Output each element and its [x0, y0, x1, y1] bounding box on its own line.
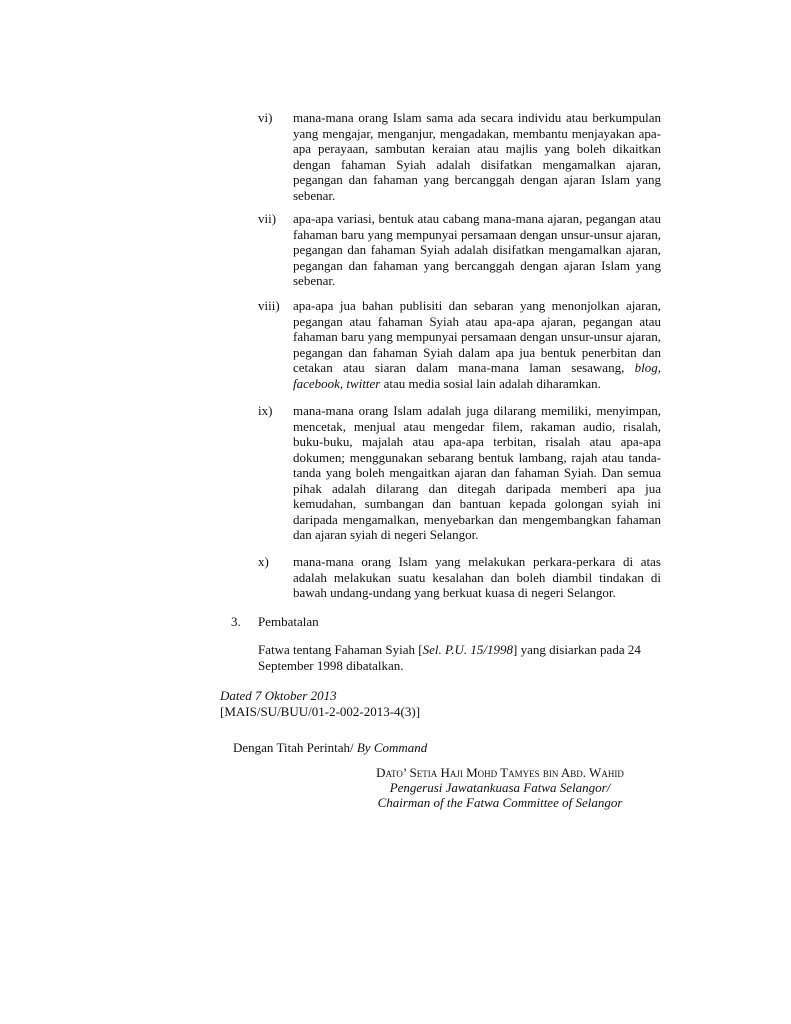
section-text-pre: Fatwa tentang Fahaman Syiah [ [258, 642, 423, 657]
item-number: vii) [258, 211, 277, 226]
item-text-tail: atau media sosial lain adalah diharamkan. [383, 375, 601, 391]
item-number: x) [258, 554, 269, 569]
item-number: vi) [258, 110, 273, 125]
command-malay: Dengan Titah Perintah/ [233, 740, 357, 755]
item-text-main: apa-apa jua bahan publisiti dan sebaran yang menonjolkan ajaran, pegangan atau fahaman Syiah atau apa-apa ajaran, pegangan atau fahaman baru yang mempunyai persamaan dengan unsur-unsur ajaran, pegangan dan fahaman Syiah dalam apa jua bentuk penerbitan dan cetakan atau siaran dalam mana-mana laman sesawang, [293, 298, 661, 375]
section-text [258, 642, 662, 673]
section-number: 3. [231, 614, 241, 629]
signatory-title-english [370, 795, 630, 811]
section-text-italic: Sel. P.U. 15/1998 [422, 642, 514, 657]
item-text [293, 298, 661, 391]
signatory-title-english-text: Chairman of the Fatwa Committee of Selangor [377, 795, 623, 810]
reference-number: [MAIS/SU/BUU/01-2-002-2013-4(3)] [220, 704, 421, 719]
signatory-title-malay-text: Pengerusi Jawatankuasa Fatwa Selangor/ [389, 780, 611, 795]
item-text-italic: blog, facebook, twitter [293, 360, 661, 391]
item-text: apa-apa variasi, bentuk atau cabang mana-mana ajaran, pegangan atau fahaman baru yang mempunyai persamaan dengan unsur-unsur ajaran, pegangan dan fahaman Syiah adalah disifatkan mengamalkan ajaran, pegangan dan fahaman yang bercanggah dengan ajaran Islam yang sebenar. [293, 211, 661, 288]
command-english: By Command [356, 740, 428, 755]
item-number: ix) [258, 403, 273, 418]
item-text: mana-mana orang Islam adalah juga dilarang memiliki, menyimpan, mencetak, menjual atau mengedar filem, rakaman audio, risalah, buku-buku, majalah atau apa-apa terbitan, risalah atau apa-apa dokumen; menggunakan sebarang bentuk lambang, rajah atau tanda-tanda yang boleh mengaitkan ajaran dan fahaman Syiah. Dan semua pihak adalah dilarang dan ditegah daripada memberi apa jua kemudahan, sumbangan dan bantuan kepada golongan syiah ini daripada mengamalkan, menyebarkan dan mengembangkan fahaman dan ajaran syiah di negeri Selangor. [293, 403, 661, 542]
signatory-title-malay [370, 780, 630, 796]
section-text-post: ] yang disiarkan pada 24 September 1998 dibatalkan. [258, 642, 641, 673]
item-text: mana-mana orang Islam sama ada secara individu atau berkumpulan yang mengajar, menganjur, mengadakan, membantu menjayakan apa-apa perayaan, sambutan keraian atau majlis yang boleh dikaitkan dengan fahaman Syiah adalah disifatkan mengamalkan ajaran, pegangan dan fahaman yang bercanggah dengan ajaran Islam yang sebenar. [293, 110, 661, 203]
item-number: viii) [258, 298, 280, 313]
section-title: Pembatalan [258, 614, 319, 629]
dated-line: Dated 7 Oktober 2013 [220, 688, 337, 703]
item-text: mana-mana orang Islam yang melakukan perkara-perkara di atas adalah melakukan suatu kesalahan dan boleh diambil tindakan di bawah undang-undang yang berkuat kuasa di negeri Selangor. [293, 554, 661, 600]
command-line [233, 740, 427, 756]
signatory-name: Dato’ Setia Haji Mohd Tamyes bin Abd. Wahid [376, 765, 624, 780]
